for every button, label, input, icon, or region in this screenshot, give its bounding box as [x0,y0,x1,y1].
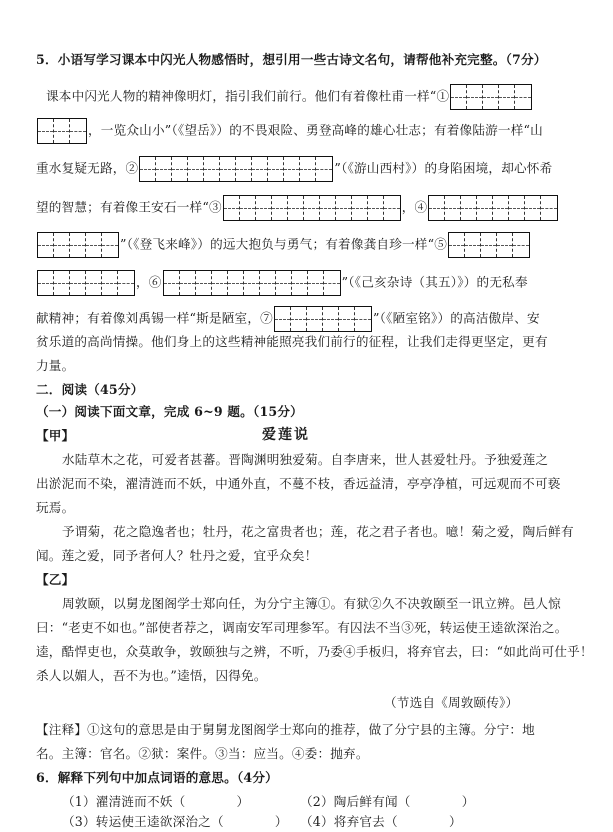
answer-grid-4a[interactable] [428,195,558,221]
answer-cell[interactable] [38,233,54,257]
answer-cell[interactable] [70,233,86,257]
answer-cell[interactable] [483,85,499,109]
yi-source: （节选自《周敦颐传》） [384,695,519,710]
yi-tag: 【乙】 [36,572,75,587]
answer-cell[interactable] [449,233,465,257]
answer-cell[interactable] [70,271,86,295]
section2-heading: 二．阅读（45分） [36,382,144,397]
q6-item-1[interactable]: （1）濯清涟而不妖（ ） [62,794,250,809]
answer-cell[interactable] [240,196,256,220]
answer-cell[interactable] [324,271,340,295]
answer-cell[interactable] [224,196,240,220]
answer-cell[interactable] [308,271,324,295]
q5-line1-text: 课本中闪光人物的精神像明灯，指引我们前行。他们有着像杜甫一样“① [46,88,450,104]
answer-cell[interactable] [352,196,368,220]
answer-cell[interactable] [252,157,268,181]
q5-line4-text-a: 望的智慧；有着像王安石一样“③ [36,199,222,215]
answer-cell[interactable] [102,271,118,295]
answer-cell[interactable] [541,196,557,220]
answer-cell[interactable] [493,196,509,220]
answer-cell[interactable] [220,157,236,181]
answer-cell[interactable] [336,196,352,220]
answer-cell[interactable] [276,271,292,295]
answer-cell[interactable] [268,157,284,181]
answer-cell[interactable] [38,271,54,295]
answer-grid-2[interactable] [139,156,333,182]
jia-para-1-line3: 玩焉。 [36,500,75,515]
answer-cell[interactable] [513,233,529,257]
yi-para-line1: 周敦颐，以舅龙图阁学士郑向任，为分宁主簿①。有狱②久不决敦颐至一讯立辨。邑人惊 [62,596,561,611]
answer-cell[interactable] [368,196,384,220]
answer-cell[interactable] [54,119,70,143]
answer-cell[interactable] [164,271,180,295]
answer-cell[interactable] [307,307,323,331]
jia-tag: 【甲】 [36,428,75,443]
q5-line5-text: ”（《登飞来峰》）的远大抱负与勇气；有着像龚自珍一样“⑤ [120,236,448,252]
answer-cell[interactable] [172,157,188,181]
answer-cell[interactable] [244,271,260,295]
answer-cell[interactable] [86,271,102,295]
answer-cell[interactable] [196,271,212,295]
answer-grid-1a[interactable] [450,84,532,110]
q5-line4 [36,195,559,221]
q5-line7 [36,306,540,332]
answer-grid-4b[interactable] [37,232,119,258]
answer-cell[interactable] [445,196,461,220]
jia-para-2-line2: 闻。莲之爱，同予者何人？牡丹之爱，宜乎众矣！ [36,548,318,563]
answer-cell[interactable] [509,196,525,220]
answer-cell[interactable] [304,196,320,220]
answer-cell[interactable] [256,196,272,220]
answer-cell[interactable] [236,157,252,181]
answer-cell[interactable] [292,271,308,295]
q5-line8: 贫乐道的高尚情操。他们身上的这些精神能照亮我们前行的征程，让我们走得更坚定，更有 [36,334,548,349]
answer-cell[interactable] [118,271,134,295]
answer-cell[interactable] [320,196,336,220]
answer-cell[interactable] [316,157,332,181]
answer-grid-7[interactable] [274,306,372,332]
q5-line9: 力量。 [36,358,75,373]
answer-cell[interactable] [288,196,304,220]
note-line1: 【注释】①这句的意思是由于舅舅龙图阁学士郑向的推荐，做了分宁县的主簿。分宁：地 [36,722,535,737]
answer-grid-6[interactable] [163,270,341,296]
jia-para-1-line1: 水陆草木之花，可爱者甚蕃。晋陶渊明独爱菊。自李唐来，世人甚爱牡丹。予独爱莲之 [62,452,549,467]
q5-line2-text: ，一览众山小”（《望岳》）的不畏艰险、勇登高峰的雄心壮志；有着像陆游一样“山 [88,122,543,138]
q5-line1 [46,84,533,110]
answer-cell[interactable] [180,271,196,295]
q5-line7-text-b: ”（《陋室铭》）的高洁傲岸、安 [372,310,540,326]
q6-title: 6．解释下列句中加点词语的意思。（4分） [36,770,278,785]
answer-cell[interactable] [291,307,307,331]
answer-cell[interactable] [497,233,513,257]
q5-line4-text-b: ，④ [401,199,428,215]
q5-line3 [36,156,552,182]
answer-cell[interactable] [38,119,54,143]
answer-cell[interactable] [499,85,515,109]
answer-cell[interactable] [102,233,118,257]
q5-line7-text-a: 献精神；有着像刘禹锡一样“斯是陋室，⑦ [36,310,273,326]
answer-cell[interactable] [355,307,371,331]
answer-cell[interactable] [467,85,483,109]
answer-grid-5b[interactable] [37,270,135,296]
answer-cell[interactable] [477,196,493,220]
answer-cell[interactable] [228,271,244,295]
q5-line2 [36,118,543,144]
answer-grid-1b[interactable] [37,118,87,144]
answer-cell[interactable] [54,271,70,295]
jia-para-1-line2: 出淤泥而不染，濯清涟而不妖，中通外直，不蔓不枝，香远益清，亭亭净植，可远观而不可亵 [36,476,561,491]
answer-cell[interactable] [156,157,172,181]
answer-cell[interactable] [272,196,288,220]
answer-cell[interactable] [384,196,400,220]
answer-cell[interactable] [204,157,220,181]
yi-para-line4: 杀人以媚人，吾不为也。”逵悟，囚得免。 [36,668,267,683]
note-line2: 名。主簿：官名。②狱：案件。③当：应当。④委：抛弃。 [36,746,369,761]
section2-subheading: （一）阅读下面文章，完成 6~9 题。（15分） [36,404,303,419]
answer-grid-3[interactable] [223,195,401,221]
answer-cell[interactable] [86,233,102,257]
jia-para-2-line1: 予谓菊，花之隐逸者也；牡丹，花之富贵者也；莲，花之君子者也。噫！菊之爱，陶后鲜有 [62,524,574,539]
answer-cell[interactable] [212,271,228,295]
answer-cell[interactable] [300,157,316,181]
answer-cell[interactable] [339,307,355,331]
answer-cell[interactable] [188,157,204,181]
q5-line3-text-b: ”（《游山西村》）的身陷困境，却心怀希 [334,160,553,176]
q5-line5 [36,232,531,258]
answer-cell[interactable] [260,271,276,295]
answer-cell[interactable] [54,233,70,257]
q5-title: 5．小语写学习课本中闪光人物感悟时，想引用一些古诗文名句，请帮他补充完整。（7分） [36,52,547,67]
answer-cell[interactable] [275,307,291,331]
answer-cell[interactable] [140,157,156,181]
answer-cell[interactable] [515,85,531,109]
q6-item-3[interactable]: （3）转运使王逵欲深治之（ ） [62,814,288,829]
q5-line6-text-a: ，⑥ [136,274,162,290]
answer-cell[interactable] [451,85,467,109]
q5-line3-text-a: 重水复疑无路，② [36,160,139,176]
answer-cell[interactable] [481,233,497,257]
answer-cell[interactable] [70,119,86,143]
q5-line6-text-b: ”（《己亥杂诗（其五）》）的无私奉 [341,274,528,290]
answer-cell[interactable] [323,307,339,331]
q6-item-4[interactable]: （4）将弃官去（ ） [300,814,462,829]
answer-cell[interactable] [465,233,481,257]
jia-title: 爱莲说 [262,427,310,443]
q6-item-2[interactable]: （2）陶后鲜有闻（ ） [300,794,475,809]
answer-cell[interactable] [461,196,477,220]
q5-line6 [36,270,528,296]
answer-grid-5a[interactable] [448,232,530,258]
answer-cell[interactable] [429,196,445,220]
answer-cell[interactable] [284,157,300,181]
yi-para-line3: 逵，酷悍吏也，众莫敢争，敦颐独与之辨，不听，乃委④手板归，将弃官去，曰：“如此尚可仕乎！ [36,644,593,659]
answer-cell[interactable] [525,196,541,220]
yi-para-line2: 曰：“老吏不如也。”部使者荐之，调南安军司理参军。有囚法不当③死，转运使王逵欲深治之。 [36,620,568,635]
